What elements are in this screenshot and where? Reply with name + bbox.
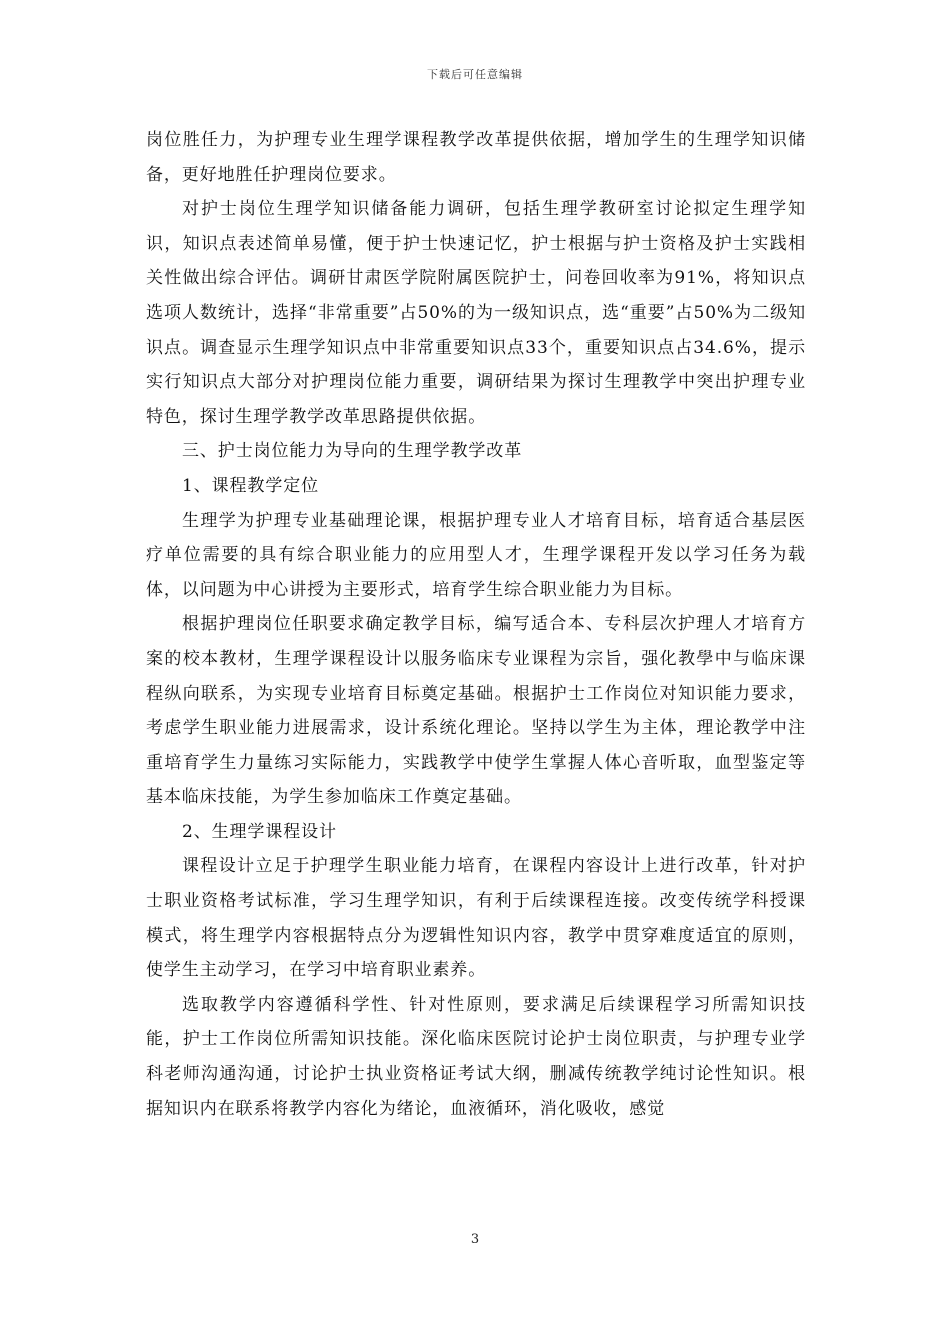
paragraph-survey: 对护士岗位生理学知识储备能力调研，包括生理学教研室讨论拟定生理学知识，知识点表述简单易懂，便于护士快速记忆，护士根据与护士资格及护士实践相关性做出综合评估。调研甘肃医学院附属医院护士，问卷回收率为91%，将知识点选项人数统计，选择“非常重要”占50%的为一级知识点，选“重要”占50%为二级知识点。调查显示生理学知识点中非常重要知识点33个，重要知识点占34.6%，提示实行知识点大部分对护理岗位能力重要，调研结果为探讨生理教学中突出护理专业特色，探讨生理学教学改革思路提供依据。 xyxy=(146,199,806,427)
paragraph-course-design: 课程设计立足于护理学生职业能力培育，在课程内容设计上进行改革，针对护士职业资格考试标准，学习生理学知识，有利于后续课程连接。改变传统学科授课模式，将生理学内容根据特点分为逻辑性知识内容，教学中贯穿难度适宜的原则，使学生主动学习，在学习中培育职业素养。 xyxy=(146,856,806,981)
paragraph-objectives: 根据护理岗位任职要求确定教学目标，编写适合本、专科层次护理人才培育方案的校本教材，生理学课程设计以服务临床专业课程为宗旨，强化教學中与临床课程纵向联系，为实现专业培育目标奠定基础。根据护士工作岗位对知识能力要求，考虑学生职业能力进展需求，设计系统化理论。坚持以学生为主体，理论教学中注重培育学生力量练习实际能力，实践教学中使学生掌握人体心音听取，血型鉴定等基本临床技能，为学生参加临床工作奠定基础。 xyxy=(146,614,806,808)
page-number: 3 xyxy=(470,1232,480,1247)
document-body xyxy=(146,123,806,1126)
paragraph-content-selection: 选取教学内容遵循科学性、针对性原则，要求满足后续课程学习所需知识技能，护士工作岗位所需知识技能。深化临床医院讨论护士岗位职责，与护理专业学科老师沟通沟通，讨论护士执业资格证考试大纲，删减传统教学纯讨论性知识。根据知识内在联系将教学内容化为绪论，血液循环，消化吸收，感觉 xyxy=(146,994,806,1119)
paragraph-positioning: 生理学为护理专业基础理论课，根据护理专业人才培育目标，培育适合基层医疗单位需要的具有综合职业能力的应用型人才，生理学课程开发以学习任务为载体，以问题为中心讲授为主要形式，培育学生综合职业能力为目标。 xyxy=(146,510,806,600)
subheading-2: 2、生理学课程设计 xyxy=(182,821,337,842)
section-heading-3: 三、护士岗位能力为导向的生理学教学改革 xyxy=(182,441,523,462)
subheading-1: 1、课程教学定位 xyxy=(182,475,320,496)
paragraph-continuation: 岗位胜任力，为护理专业生理学课程教学改革提供依据，增加学生的生理学知识储备，更好地胜任护理岗位要求。 xyxy=(146,130,806,185)
page-header: 下载后可任意编辑 xyxy=(427,68,523,81)
